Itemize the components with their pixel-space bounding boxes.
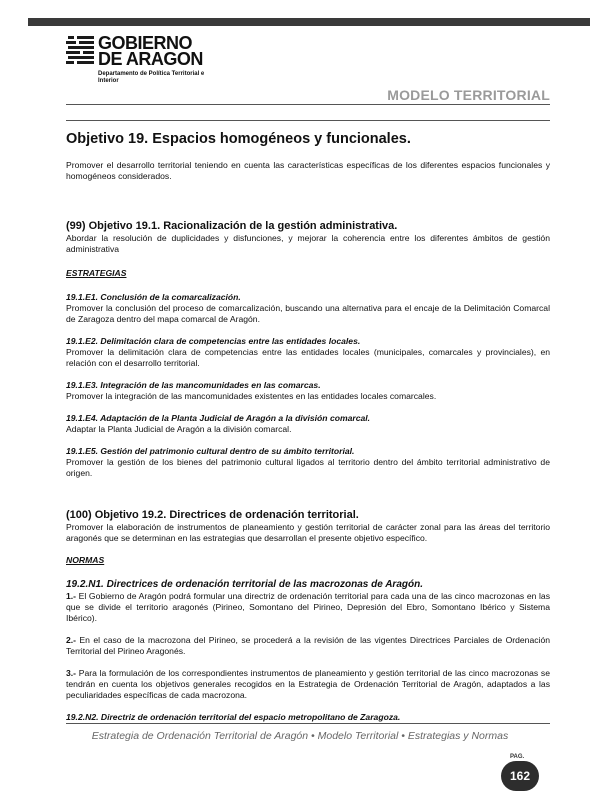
paragraph-number: 2.- (66, 635, 77, 645)
normas-heading: NORMAS (66, 555, 105, 565)
strategy-text: Promover la conclusión del proceso de comarcalización, buscando una alternativa para el encaje de la Delimitación Comarcal de Zaragoza dentro del mapa comarcal de Aragón. (66, 303, 550, 324)
logo-line-2: DE ARAGON (98, 49, 203, 69)
footer-rule (66, 723, 550, 724)
strategy-text: Promover la gestión de los bienes del patrimonio cultural ligados al territorio dentro del ámbito territorial administrativo de origen. (66, 457, 550, 478)
logo-stripes-icon (66, 34, 96, 68)
footer-text: Estrategia de Ordenación Territorial de Aragón • Modelo Territorial • Estrategias y Normas (91, 730, 509, 742)
strategy-text: Promover la integración de las mancomunidades existentes en las entidades locales comarcales. (66, 391, 437, 401)
strategy-text: Adaptar la Planta Judicial de Aragón a la división comarcal. (66, 424, 292, 434)
objective-19-2-title: (100) Objetivo 19.2. Directrices de ordenación territorial. (66, 509, 359, 521)
strategy-title: 19.1.E4. Adaptación de la Planta Judicial de Aragón a la división comarcal. (66, 413, 371, 423)
paragraph-number: 1.- (66, 591, 77, 601)
objective-19-1-title: (99) Objetivo 19.1. Racionalización de la gestión administrativa. (66, 220, 398, 232)
page-label: PAG. (510, 754, 525, 760)
norm-title: 19.2.N2. Directriz de ordenación territorial del espacio metropolitano de Zaragoza. (66, 712, 401, 722)
strategy-text: Promover la delimitación clara de competencias entre las entidades locales (municipales, comarcales y provinciales), en relación con el desarrollo territorial. (66, 347, 550, 368)
norm-paragraph (66, 591, 550, 624)
objective-title: Objetivo 19. Espacios homogéneos y funcionales. (66, 131, 411, 147)
objective-19-2-text: Promover la elaboración de instrumentos de planeamiento y gestión territorial de carácter zonal para las áreas del territorio aragonés que se determinan en las estrategias que desarrollan el presente objetivo específico. (66, 522, 550, 543)
norm-title: 19.2.N1. Directrices de ordenación territorial de las macrozonas de Aragón. (66, 579, 423, 590)
logo-line-1: GOBIERNO (98, 33, 193, 53)
paragraph-number: 3.- (66, 668, 77, 678)
strategy-title: 19.1.E2. Delimitación clara de competencias entre las entidades locales. (66, 336, 361, 346)
objective-intro: Promover el desarrollo territorial teniendo en cuenta las características específicas de los diferentes espacios funcionales y homogéneos considerados. (66, 160, 550, 181)
section-title: MODELO TERRITORIAL (387, 87, 550, 103)
strategy-title: 19.1.E1. Conclusión de la comarcalización. (66, 292, 241, 302)
main-content (66, 122, 550, 723)
header-rule (66, 104, 550, 105)
paragraph-text: Para la formulación de los correspondientes instrumentos de planeamiento y gestión territorial de las cinco macrozonas se tendrán en cuenta los objetivos generales recogidos en la Estrategia de Ordenación Territorial de Aragón, adaptados a las peculiaridades específicas de cada macrozona. (66, 668, 550, 700)
norm-paragraph (66, 635, 550, 657)
page-number: 162 (501, 761, 539, 791)
logo-department: Departamento de Política Territorial e Interior (98, 71, 205, 84)
strategy-title: 19.1.E3. Integración de las mancomunidades en las comarcas. (66, 380, 321, 390)
top-bar (28, 18, 590, 26)
estrategias-heading: ESTRATEGIAS (66, 268, 127, 278)
paragraph-text: En el caso de la macrozona del Pirineo, se procederá a la revisión de las vigentes Directrices Parciales de Ordenación Territorial del Pirineo Aragonés. (66, 635, 550, 656)
strategy-title: 19.1.E5. Gestión del patrimonio cultural dentro de su ámbito territorial. (66, 446, 355, 456)
objective-19-1-text: Abordar la resolución de duplicidades y disfunciones, y mejorar la coherencia entre los diferentes ámbitos de gestión administrativa (66, 233, 550, 254)
header-rule-2 (66, 120, 550, 121)
norm-paragraph (66, 668, 550, 701)
paragraph-text: El Gobierno de Aragón podrá formular una directriz de ordenación territorial para cada una de las cinco macrozonas en las que se divide el territorio aragonés (Pirineo, Somontano del Pirineo, Depresión del Ebro, Somontano Ibérico y Sistema Ibérico). (66, 591, 550, 623)
